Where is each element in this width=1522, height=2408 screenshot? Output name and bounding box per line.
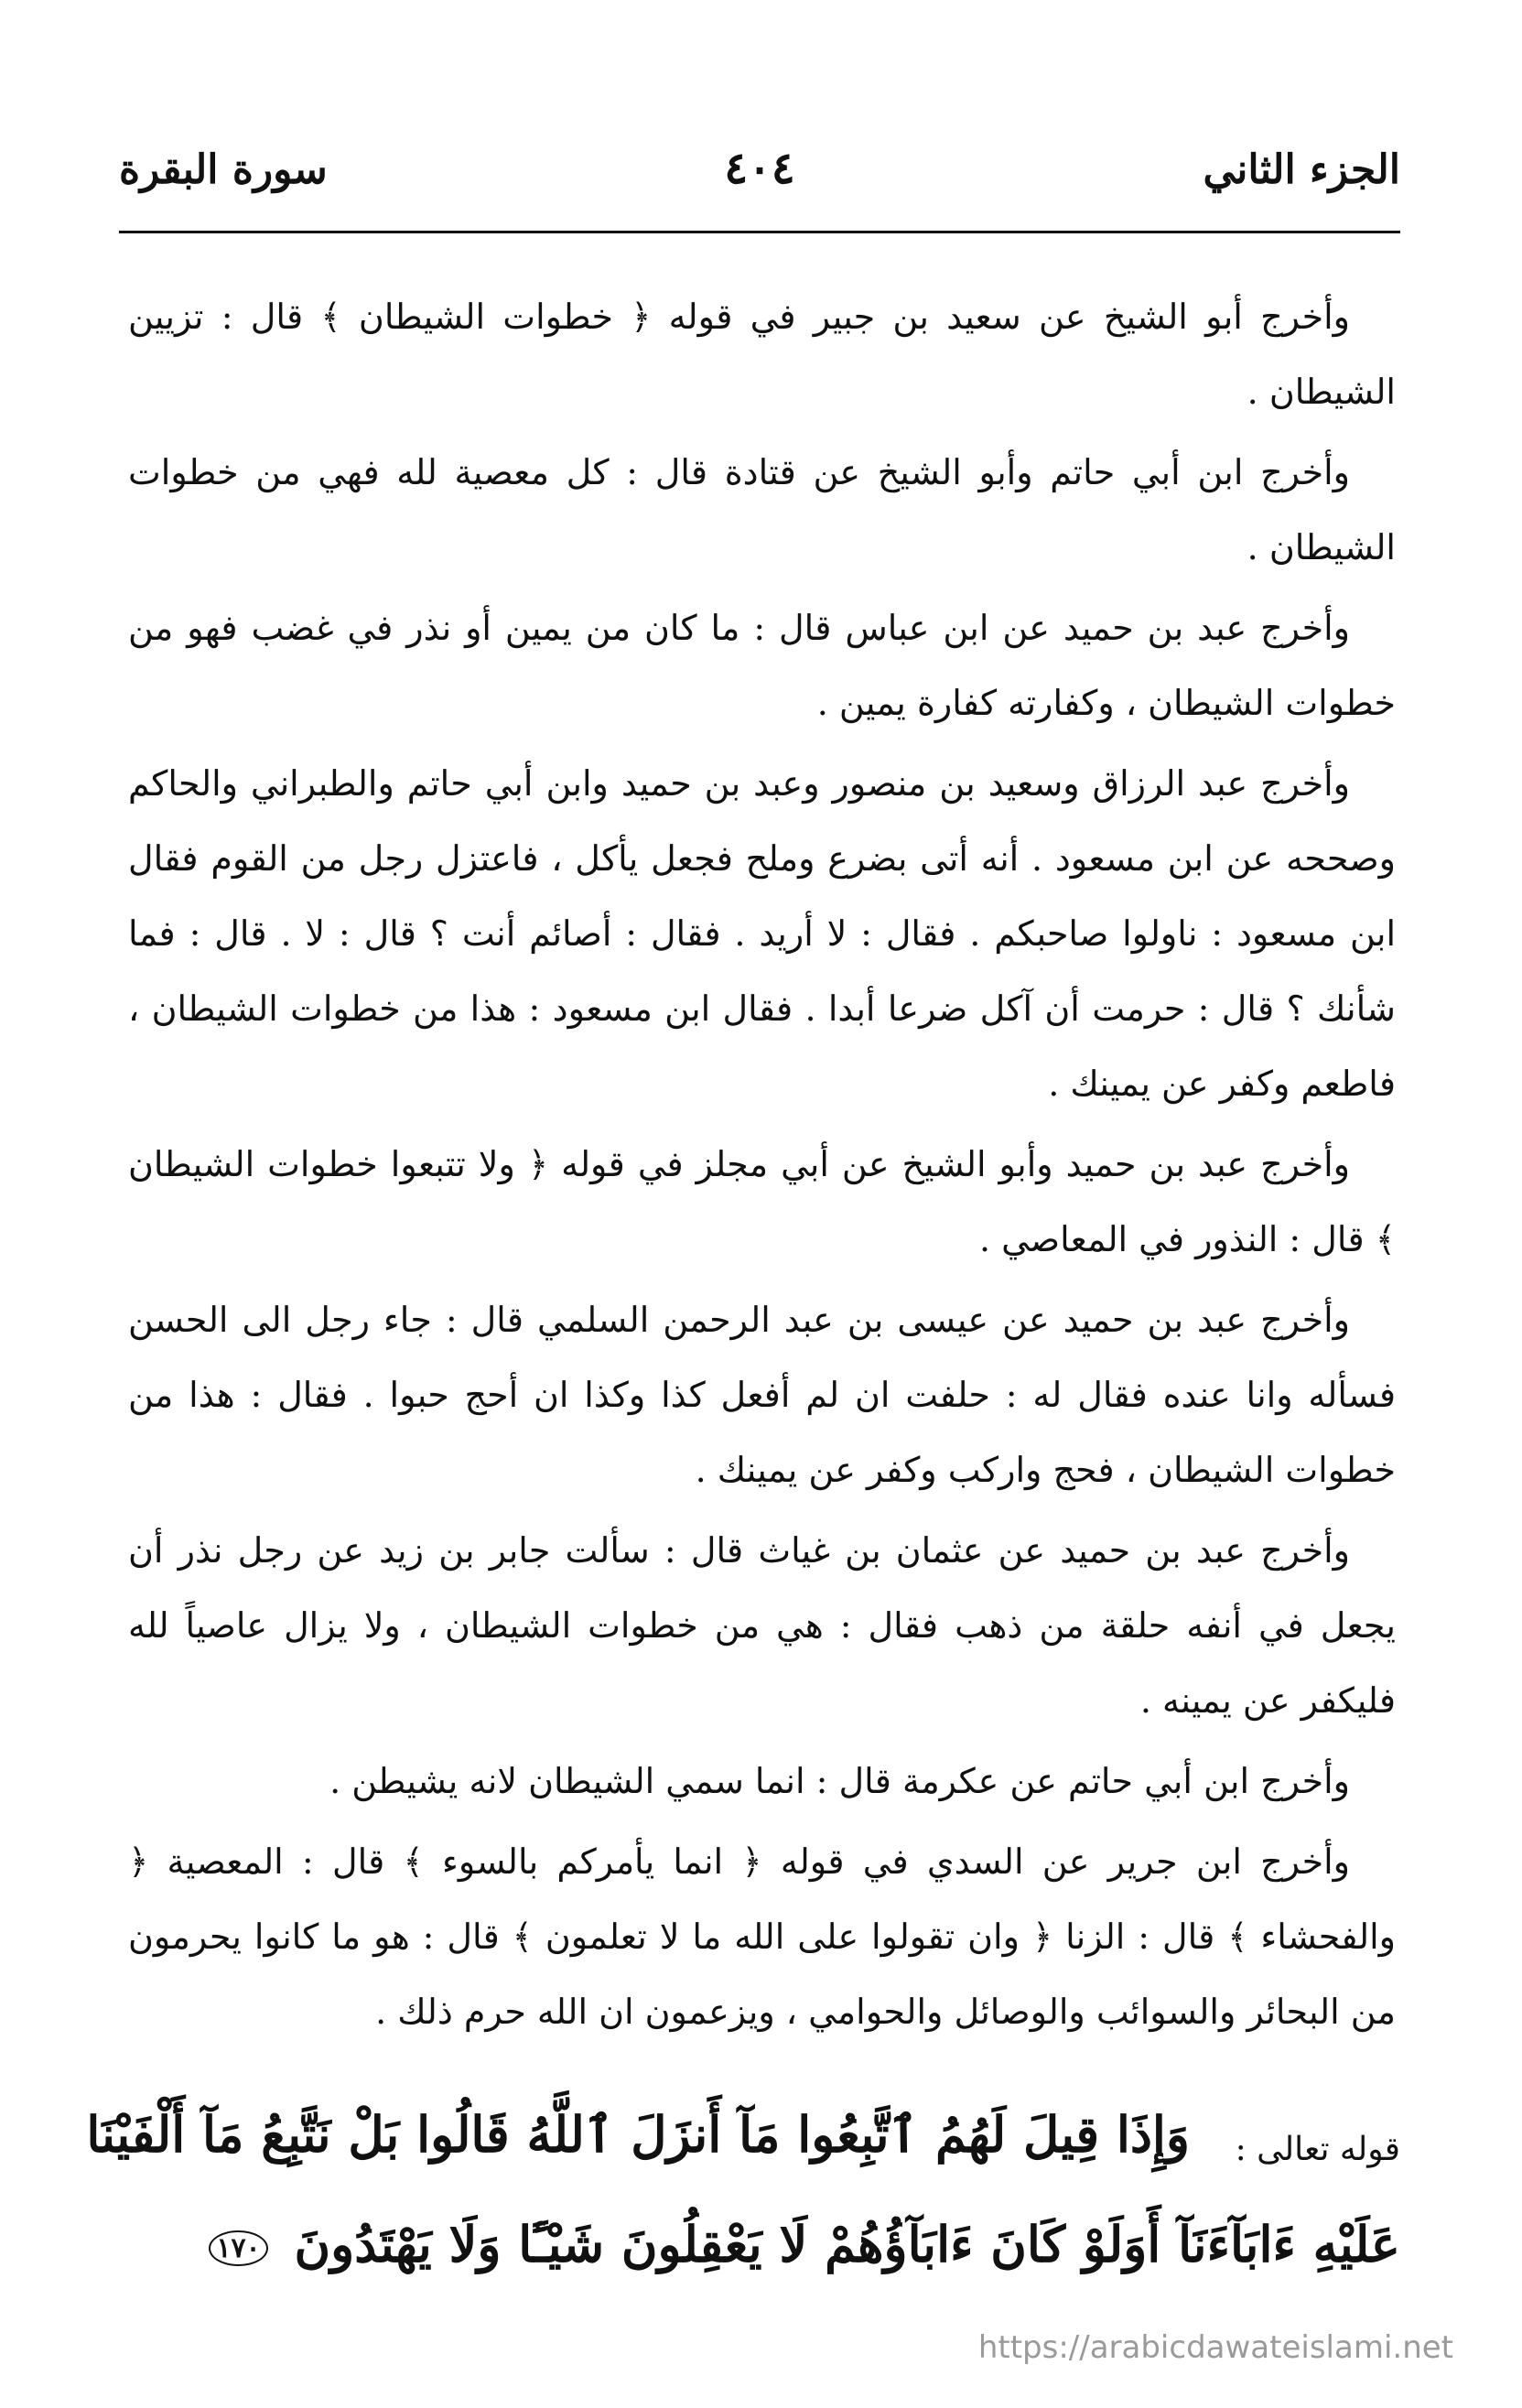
surah-label: سورة البقرة [119, 146, 328, 193]
verse-line-2-text: عَلَيْهِ ءَابَآءَنَآ أَوَلَوْ كَانَ ءَابَآؤُهُمْ لَا يَعْقِلُونَ شَيْـًٔا وَلَا يَهْتَدُونَ [294, 2215, 1400, 2273]
page-number: ٤٠٤ [724, 143, 795, 194]
verse-line-2 [137, 2215, 1400, 2273]
paragraph: وأخرج ابن أبي حاتم عن عكرمة قال : انما سمي الشيطان لانه يشيطن . [329, 1761, 1350, 1801]
verse-line-1: وَإِذَا قِيلَ لَهُمُ ٱتَّبِعُوا مَآ أَنزَلَ ٱللَّهُ قَالُوا بَلْ نَتَّبِعُ مَآ أَلْفَيْنَا [86, 2105, 1190, 2164]
watermark-url: https://arabicdawateislami.net [977, 2329, 1453, 2366]
part-label: الجزء الثاني [1203, 146, 1400, 193]
paragraph: وأخرج عبد بن حميد عن عثمان بن غياث قال : سألت جابر بن زيد عن رجل نذر أن يجعل في أنفه حلقة من ذهب فقال : هي من خطوات الشيطان ، ولا يزال عاصياً لله فليكفر عن يمينه . [128, 1530, 1396, 1721]
paragraph: وأخرج عبد بن حميد عن ابن عباس قال : ما كان من يمين أو نذر في غضب فهو من خطوات الشيطان ، وكفارته كفارة يمين . [128, 608, 1396, 723]
page-header [119, 137, 1400, 211]
verse-intro: قوله تعالى : [1235, 2131, 1400, 2168]
header-divider [119, 231, 1400, 233]
paragraph: وأخرج عبد بن حميد وأبو الشيخ عن أبي مجلز في قوله ﴿ ولا تتبعوا خطوات الشيطان ﴾ قال : النذور في المعاصي . [128, 1144, 1396, 1259]
ayah-number: ١٧٠ [209, 2230, 267, 2266]
paragraph: وأخرج عبد الرزاق وسعيد بن منصور وعبد بن حميد وابن أبي حاتم والطبراني والحاكم وصححه عن ابن مسعود . أنه أتى بضرع وملح فجعل يأكل ، فاعتزل رجل من القوم فقال ابن مسعود : ناولوا صاحبكم . فقال : لا أريد . فقال : أصائم أنت ؟ قال : لا . قال : فما شأنك ؟ قال : حرمت أن آكل ضرعا أبدا . فقال ابن مسعود : هذا من خطوات الشيطان ، فاطعم وكفر عن يمينك . [128, 763, 1396, 1104]
paragraph: وأخرج عبد بن حميد عن عيسى بن عبد الرحمن السلمي قال : جاء رجل الى الحسن فسأله وانا عنده فقال له : حلفت ان لم أفعل كذا وكذا ان أحج حبوا . فقال : هذا من خطوات الشيطان ، فحج واركب وكفر عن يمينك . [128, 1300, 1396, 1490]
paragraph: وأخرج ابن جرير عن السدي في قوله ﴿ انما يأمركم بالسوء ﴾ قال : المعصية ﴿ والفحشاء ﴾ قال : الزنا ﴿ وان تقولوا على الله ما لا تعلمون ﴾ قال : هو ما كانوا يحرمون من البحائر والسوائب والوصائل والحوامي ، ويزعمون ان الله حرم ذلك . [128, 1841, 1396, 2032]
paragraph: وأخرج ابن أبي حاتم وأبو الشيخ عن قتادة قال : كل معصية لله فهي من خطوات الشيطان . [128, 452, 1396, 567]
paragraph: وأخرج أبو الشيخ عن سعيد بن جبير في قوله ﴿ خطوات الشيطان ﴾ قال : تزيين الشيطان . [128, 297, 1396, 412]
body-text [128, 279, 1396, 2055]
